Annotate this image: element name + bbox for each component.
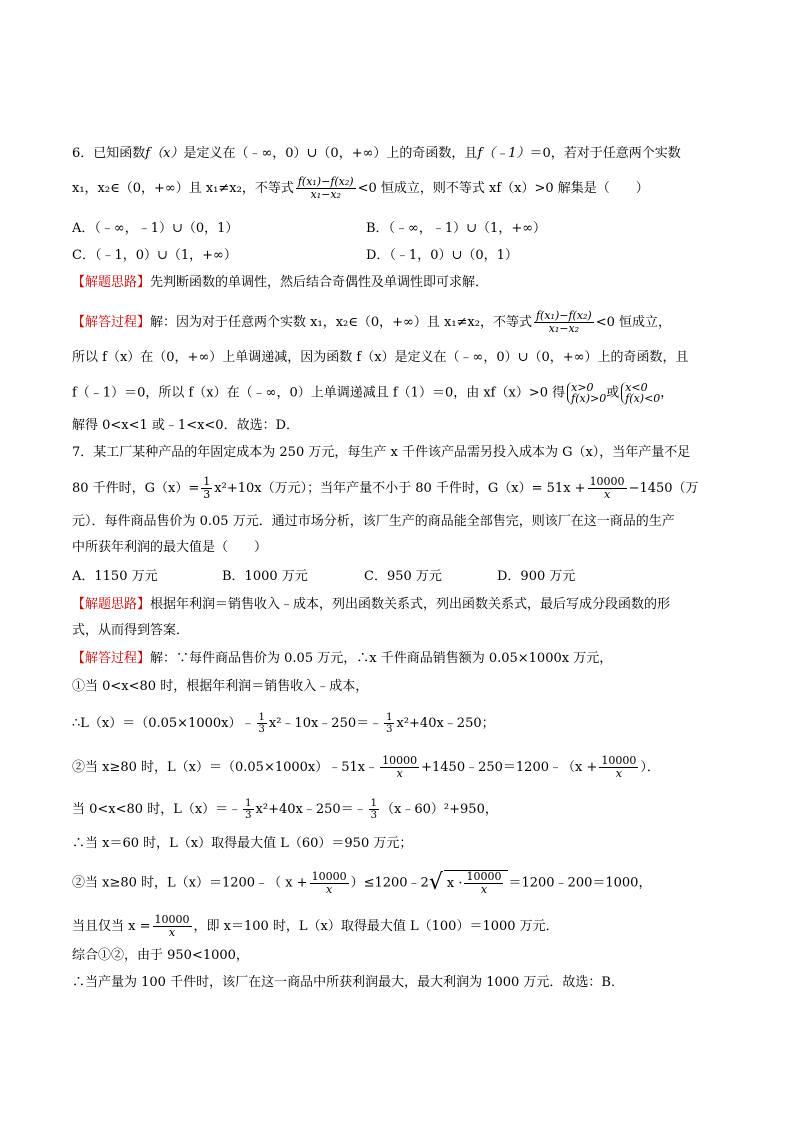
q7-stem-line1: 7．某工厂某种产品的年固定成本为 250 万元，每生产 x 千件该产品需另投入成本为 G（x），当年产量不足 [72, 445, 691, 460]
q7-solution-line4: ②当 x≥80 时，L（x）＝（0.05×1000x）﹣51x﹣ $\frac{10000}{x}$ +1450﹣250＝1200﹣（x + $\frac{10000}{x}$ ）． [72, 754, 660, 780]
q7-solution-line8: 当且仅当 x = $\frac{10000}{x}$ ，即 x＝100 时，L（x）取得最大值 L（100）＝1000 万元． [72, 913, 559, 939]
q6-choice-b: B．（﹣∞，﹣1）∪（1，+∞） [366, 221, 547, 236]
sqrt-icon: √ [428, 870, 443, 895]
q7-solution-line6: ∴当 x＝60 时，L（x）取得最大值 L（60）＝950 万元； [72, 836, 413, 851]
q7-stem-line3: 元）．每件商品售价为 0.05 万元．通过市场分析，该厂生产的商品能全部售完，则该厂在这一商品的生产 [72, 514, 675, 529]
q6-choice-d: D．（﹣1，0）∪（0，1） [366, 248, 518, 263]
q6-solution-line3: f（﹣1）＝0，所以 f（x）在（﹣∞，0）上单调递减且 f（1）＝0，由 xf（x）>0 得 x>0 f(x)>0或 x<0 f(x)<0， [72, 381, 674, 405]
q7-solution-line3: ∴L（x）＝（0.05×1000x）﹣ $\frac{1}{3}$ x²﹣10x﹣250＝﹣ $\frac{1}{3}$ x²+40x﹣250； [72, 712, 495, 735]
q6-solution-line2: 所以 f（x）在（0，+∞）上单调递减，因为函数 f（x）是定义在（﹣∞，0）∪（0，+∞）上的奇函数，且 [72, 350, 689, 365]
q6-inequality-fraction: $\frac{\text{f(x₁)−f(x₂)}}{\text{x₁−x₂}}$ [297, 175, 354, 201]
q6-solution-line4: 解得 0<x<1 或﹣1<x<0．故选：D． [72, 418, 300, 433]
q6-choice-a: A．（﹣∞，﹣1）∪（0，1） [72, 221, 239, 236]
frac-10000-over-x: $\frac{10000}{x}$ [154, 913, 190, 939]
q7-choice-c: C．950 万元 [364, 569, 442, 584]
q6-stem-line1: 6．已知函数f（x）是定义在（﹣∞，0）∪（0，+∞）上的奇函数，且f（﹣1）＝0，若对于任意两个实数 [72, 146, 681, 161]
q7-fraction-one-third: $\frac{1}{3}$ [203, 475, 211, 501]
q7-hint-line1: 【解题思路】根据年利润＝销售收入﹣成本，列出函数关系式，列出函数关系式，最后写成分段函数的形 [72, 597, 671, 612]
q7-solution-line10: ∴当产量为 100 千件时，该厂在这一商品中所获利润最大，最大利润为 1000 万元．故选：B． [72, 975, 624, 990]
q6-solution-line1: 【解答过程】解：因为对于任意两个实数 x₁，x₂∈（0，+∞）且 x₁≠x₂，不等式 $\frac{\text{f(x₁)−f(x₂)}}{\text{x₁−x₂}}$ <0 恒成立， [72, 309, 672, 335]
frac-one-third: $\frac{1}{3}$ [258, 712, 265, 735]
frac-10000-over-x: $\frac{10000}{x}$ [382, 754, 418, 780]
q7-choice-d: D．900 万元 [497, 569, 576, 584]
q6-choice-c: C．（﹣1，0）∪（1，+∞） [72, 248, 237, 263]
frac-one-third: $\frac{1}{3}$ [386, 712, 393, 735]
q7-solution-line9: 综合①②，由于 950<1000， [72, 948, 249, 963]
q7-solution-line5: 当 0<x<80 时，L（x）＝﹣ $\frac{1}{3}$ x²+40x﹣250＝﹣ $\frac{1}{3}$ （x﹣60）²+950， [72, 798, 498, 821]
frac-10000-over-x: $\frac{10000}{x}$ [466, 870, 502, 896]
q7-choice-b: B．1000 万元 [222, 569, 308, 584]
q7-stem-line2: 80 千件时，G（x）= $\frac{1}{3}$ x²+10x（万元）；当年产量不小于 80 千件时，G（x）= 51x + $\frac{10000}{x}$ −1450（万 [72, 475, 699, 501]
q6-cases-2: x<0 f(x)<0 [621, 382, 660, 404]
q7-solution-line7: ②当 x≥80 时，L（x）＝1200﹣（ x + $\frac{10000}{x}$ ）≤1200﹣2√ x · $\frac{10000}{x}$ ＝1200﹣200＝1000， [72, 869, 652, 896]
q7-choice-a: A．1150 万元 [72, 569, 158, 584]
q7-solution-line1: 【解答过程】解：∵每件商品售价为 0.05 万元，∴x 千件商品销售额为 0.05×1000x 万元， [72, 651, 613, 666]
q7-stem-line4: 中所获年利润的最大值是（ ） [72, 540, 268, 555]
sqrt-radicand: x · $\frac{10000}{x}$ [444, 870, 509, 896]
frac-one-third: $\frac{1}{3}$ [370, 798, 378, 821]
q7-hint-line2: 式，从而得到答案． [72, 623, 190, 638]
q6-solution-fraction: $\frac{\text{f(x₁)−f(x₂)}}{\text{x₁−x₂}}$ [535, 309, 592, 335]
frac-10000-over-x: $\frac{10000}{x}$ [601, 754, 637, 780]
q7-solution-line2: ①当 0<x<80 时，根据年利润＝销售收入﹣成本， [72, 679, 369, 694]
q6-cases-1: x>0 f(x)>0 [567, 382, 606, 404]
frac-10000-over-x: $\frac{10000}{x}$ [311, 869, 347, 896]
q7-fraction-10000-over-x: $\frac{10000}{x}$ [589, 475, 625, 501]
q6-hint: 【解题思路】先判断函数的单调性，然后结合奇偶性及单调性即可求解． [72, 275, 489, 290]
q6-stem-line2: x₁，x₂∈（0，+∞）且 x₁≠x₂，不等式 $\frac{\text{f(x₁)−f(x₂)}}{\text{x₁−x₂}}$ <0 恒成立，则不等式 xf（x）>0 解集是（ ） [72, 175, 649, 201]
frac-one-third: $\frac{1}{3}$ [245, 798, 252, 821]
